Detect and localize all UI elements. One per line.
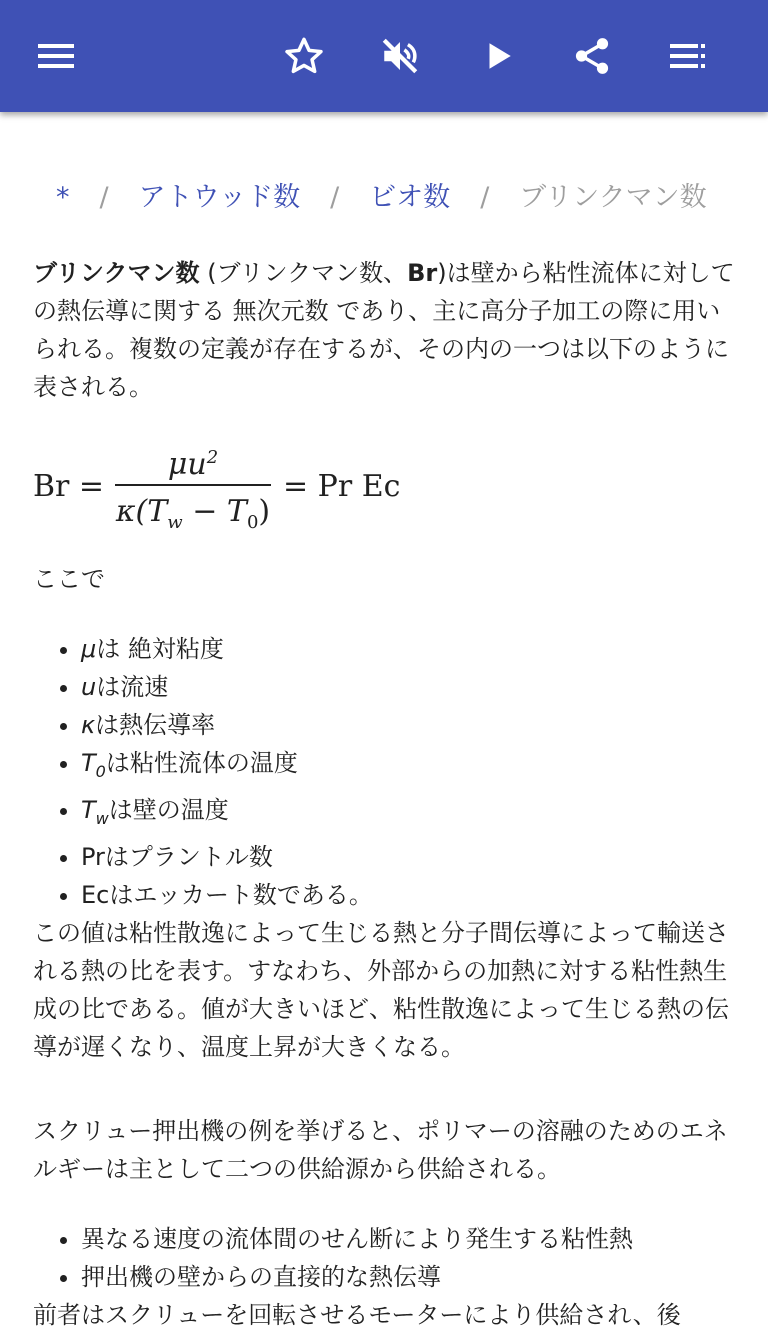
volume-off-icon [379,35,421,77]
variable-symbol: κ [81,711,96,739]
fraction-bar [115,484,271,486]
brinkman-formula [33,436,738,556]
breadcrumb-separator: / [330,182,340,213]
variable-subscript: w [95,808,109,828]
list-item [81,744,738,791]
definitions-list [33,630,738,914]
formula-denominator [115,490,271,534]
denominator-t0-sub: 0 [246,512,259,533]
list-item [81,706,738,744]
list-item: • 異なる速度の流体間のせん断により発生する粘性熱 [81,1220,738,1258]
definition-text: Prはプラントル数 [81,842,273,871]
breadcrumb-separator: / [480,182,490,213]
definition-text: は流速 [96,673,169,701]
definition-text: は 絶対粘度 [96,635,224,663]
formula-numerator [115,436,271,480]
star-outline-icon [283,35,325,77]
breadcrumb-item-home[interactable]: * [56,182,70,213]
list-item [81,791,738,838]
intro-paragraph [33,254,738,406]
playlist-icon [668,41,708,71]
breadcrumb-separator: / [99,182,109,213]
denominator-t0: T [226,494,247,529]
denominator-tw-sub: w [167,512,183,533]
numerator-vars: μu [167,447,207,482]
variable-symbol: μ [81,635,97,663]
share-icon [571,35,613,77]
continued-paragraph: 前者はスクリューを回転させるモーターにより供給され、後 [33,1300,681,1329]
numerator-exponent: 2 [206,447,219,468]
mute-button[interactable] [372,28,428,84]
variable-symbol: T [81,795,96,824]
list-item [81,630,738,668]
definition-text: は熱伝導率 [95,711,216,739]
denominator-minus: − [182,494,227,529]
extruder-paragraph: スクリュー押出機の例を挙げると、ポリマーの溶融のためのエネルギーは主として二つの供給源から供給される。 [33,1116,728,1183]
article-body [33,254,738,1334]
sources-list [33,1220,738,1296]
breadcrumb-item-atwood[interactable]: アトウッド数 [138,182,301,213]
definition-text: Ecはエッカート数である。 [81,880,373,909]
menu-button[interactable] [28,28,84,84]
app-bar [0,0,768,112]
bookmark-button[interactable] [276,28,332,84]
definition-text: は粘性流体の温度 [105,749,298,777]
denominator-close: ) [258,494,271,529]
play-button[interactable] [470,28,526,84]
term-title: ブリンクマン数 [33,259,200,287]
list-item [81,668,738,706]
share-button[interactable] [564,28,620,84]
formula-lhs: Br = [33,469,105,504]
list-item [81,838,738,876]
definition-text: は壁の温度 [108,795,229,824]
where-label: ここで [33,565,105,593]
denominator-tw: T [147,494,168,529]
variable-symbol: T [81,749,96,777]
formula-fraction [115,436,271,534]
contents-button[interactable] [660,28,716,84]
breadcrumb-current: ブリンクマン数 [519,182,707,213]
term-symbol: Br [407,259,438,287]
play-icon [481,39,515,73]
intro-text: )は壁から粘性流体に対しての熱伝導に関する 無次元数 であり、主に高分子加工の際に用いられる。複数の定義が存在するが、その内の一つは以下のように表される。 [33,259,735,401]
variable-subscript: 0 [95,761,106,781]
denominator-kappa: κ( [115,494,148,529]
breadcrumb [56,176,707,220]
intro-text: (ブリンクマン数、 [199,259,408,287]
list-item: • 押出機の壁からの直接的な熱伝導 [81,1258,738,1296]
list-item [81,876,738,914]
variable-symbol: u [81,673,97,701]
menu-icon [36,41,76,71]
ratio-paragraph: この値は粘性散逸によって生じる熱と分子間伝導によって輸送される熱の比を表す。すなわち、外部からの加熱に対する粘性熱生成の比である。値が大きいほど、粘性散逸によって生じる熱の伝導が遅くなり、温度上昇が大きくなる。 [33,918,729,1061]
breadcrumb-item-biot[interactable]: ビオ数 [369,182,451,213]
formula-rhs: = Pr Ec [283,469,401,504]
